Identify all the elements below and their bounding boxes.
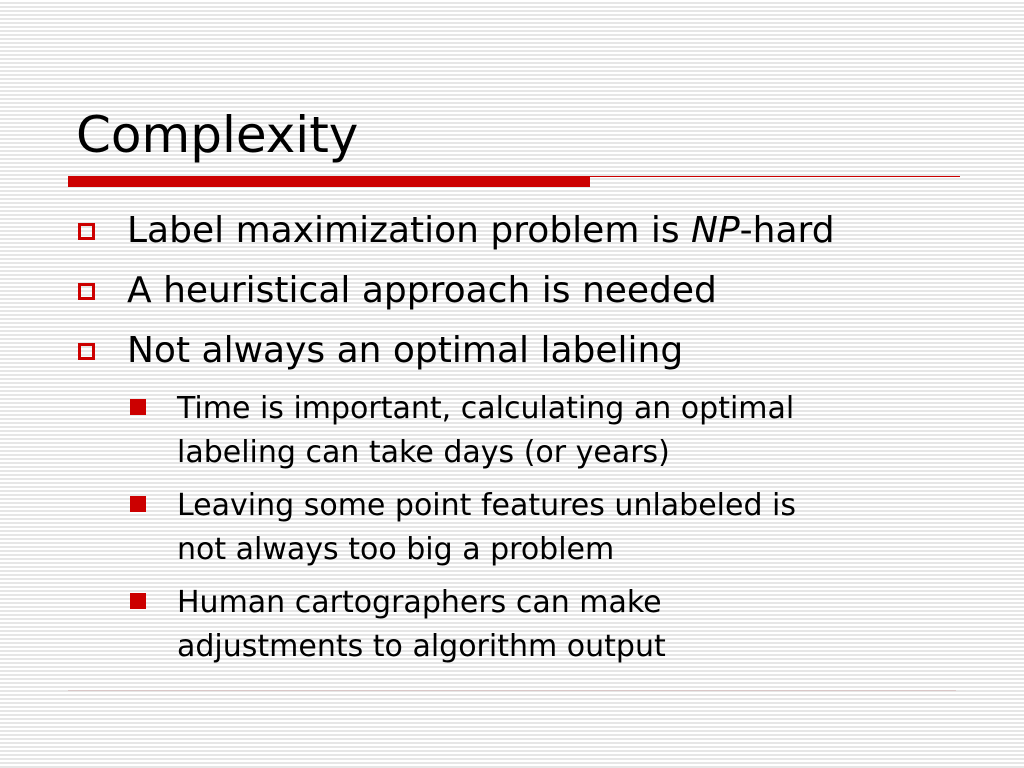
- sub-bullet-line: labeling can take days (or years): [177, 435, 670, 470]
- sub-bullet-line: Time is important, calculating an optimal: [177, 391, 795, 426]
- bullet-text-part: Label maximization problem is: [127, 210, 692, 251]
- sub-bullet-line: not always too big a problem: [177, 532, 615, 567]
- footer-divider: [68, 690, 956, 691]
- solid-square-bullet-icon: [130, 593, 146, 609]
- hollow-square-bullet-icon: [78, 343, 95, 360]
- sub-bullet-line: adjustments to algorithm output: [177, 629, 666, 664]
- bullet-text-part: -hard: [739, 210, 835, 251]
- hollow-square-bullet-icon: [78, 283, 95, 300]
- bullet-text: A heuristical approach is needed: [127, 270, 717, 311]
- bullet-text: [127, 209, 835, 253]
- bullet-text: Not always an optimal labeling: [127, 330, 684, 371]
- sub-bullet-line: Leaving some point features unlabeled is: [177, 488, 797, 523]
- hollow-square-bullet-icon: [78, 223, 95, 240]
- slide-title: Complexity: [76, 106, 359, 164]
- sub-bullet-text: [177, 581, 977, 669]
- sub-bullet-text: [177, 387, 977, 475]
- solid-square-bullet-icon: [130, 496, 146, 512]
- solid-square-bullet-icon: [130, 399, 146, 415]
- bullet-emphasis: NP: [691, 210, 740, 251]
- sub-bullet-line: Human cartographers can make: [177, 585, 662, 620]
- sub-bullet-text: [177, 484, 977, 572]
